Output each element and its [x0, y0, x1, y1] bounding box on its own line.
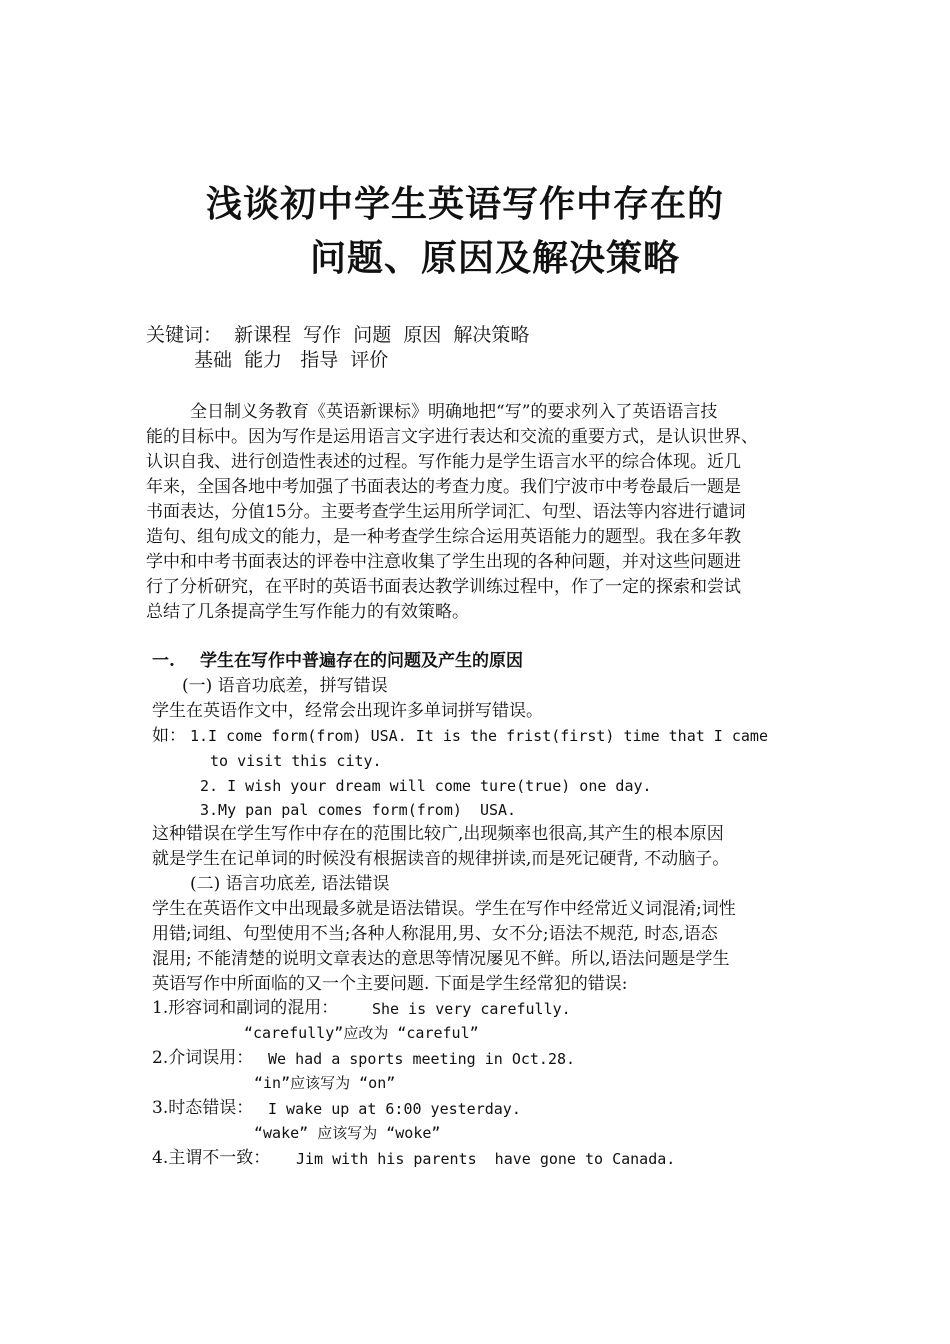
intro-line: 行了分析研究，在平时的英语书面表达教学训练过程中，作了一定的探索和尝试	[146, 577, 741, 597]
keywords-line-1: 关键词： 新课程 写作 问题 原因 解决策略	[146, 324, 530, 346]
error-3-fix: “wake” 应该写为 “woke”	[254, 1124, 441, 1142]
intro-line: 学中和中考书面表达的评卷中注意收集了学生出现的各种问题，并对这些问题进	[146, 552, 741, 572]
section-number: 一.	[152, 651, 175, 671]
error-3-example: I wake up at 6:00 yesterday.	[268, 1100, 521, 1118]
document-title-line-1: 浅谈初中学生英语写作中存在的	[205, 184, 724, 225]
example-3: 3.My pan pal comes form(from) USA.	[200, 801, 517, 819]
subsection-heading-1: (一) 语音功底差，拼写错误	[182, 676, 388, 696]
example-1-line-2: to visit this city.	[210, 752, 382, 770]
subsection-heading-2: (二) 语言功底差, 语法错误	[190, 874, 390, 894]
example-1-line-1: 1.I come form(from) USA. It is the frist(first) time that I came	[190, 727, 768, 745]
error-2-example: We had a sports meeting in Oct.28.	[268, 1050, 576, 1068]
intro-line: 能的目标中。因为写作是运用语言文字进行表达和交流的重要方式，是认识世界、	[146, 427, 758, 447]
example-2: 2. I wish your dream will come ture(true) one day.	[200, 777, 652, 795]
intro-line: 造句、组句成文的能力，是一种考查学生综合运用英语能力的题型。我在多年教	[146, 527, 741, 547]
intro-line: 总结了几条提高学生写作能力的有效策略。	[146, 602, 469, 622]
error-2-fix: “in”应该写为 “on”	[254, 1074, 396, 1092]
error-1-fix: “carefully”应改为 “careful”	[244, 1024, 479, 1042]
subsection-2-intro-line: 用错;词组、句型使用不当;各种人称混用,男、女不分;语法不规范, 时态,语态	[152, 924, 718, 944]
error-2-label: 2.介词误用：	[152, 1048, 254, 1068]
document-title-line-2: 问题、原因及解决策略	[309, 238, 680, 279]
subsection-2-intro-line: 学生在英语作文中出现最多就是语法错误。学生在写作中经常近义词混淆;词性	[152, 899, 736, 919]
error-1-label: 1.形容词和副词的混用：	[152, 998, 339, 1018]
analysis-line: 就是学生在记单词的时候没有根据读音的规律拼读,而是死记硬背, 不动脑子。	[152, 849, 730, 869]
example-prefix: 如：	[152, 726, 186, 746]
analysis-line: 这种错误在学生写作中存在的范围比较广,出现频率也很高,其产生的根本原因	[152, 824, 724, 844]
error-3-label: 3.时态错误：	[152, 1098, 254, 1118]
subsection-2-intro-line: 混用; 不能清楚的说明文章表达的意思等情况屡见不鲜。所以,语法问题是学生	[152, 949, 730, 969]
keywords-line-2: 基础 能力 指导 评价	[194, 349, 389, 371]
subsection-2-intro-line: 英语写作中所面临的又一个主要问题. 下面是学生经常犯的错误:	[152, 974, 628, 994]
subsection-1-intro: 学生在英语作文中，经常会出现许多单词拼写错误。	[152, 701, 543, 721]
section-heading: 学生在写作中普遍存在的问题及产生的原因	[200, 651, 523, 671]
intro-line: 认识自我、进行创造性表述的过程。写作能力是学生语言水平的综合体现。近几	[146, 452, 741, 472]
error-4-label: 4.主谓不一致：	[152, 1148, 271, 1168]
intro-line: 年来，全国各地中考加强了书面表达的考查力度。我们宁波市中考卷最后一题是	[146, 477, 741, 497]
intro-line: 全日制义务教育《英语新课标》明确地把“写”的要求列入了英语语言技	[190, 402, 718, 422]
error-4-example: Jim with his parents have gone to Canada.	[296, 1150, 676, 1168]
error-1-example: She is very carefully.	[372, 1000, 571, 1018]
intro-line: 书面表达，分值15分。主要考查学生运用所学词汇、句型、语法等内容进行谴词	[146, 502, 746, 522]
